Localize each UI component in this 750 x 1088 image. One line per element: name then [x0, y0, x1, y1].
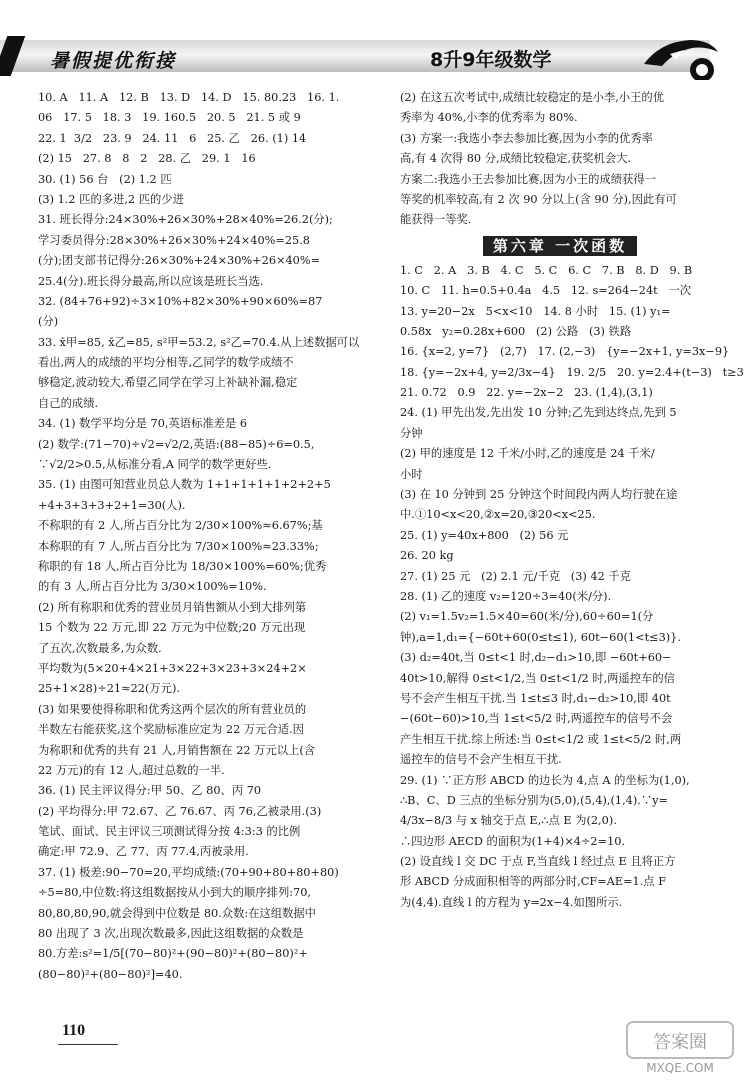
chapter-title: 第六章 一次函数: [483, 236, 637, 256]
answer-line: ∵√2/2>0.5,从标准分看,A 同学的数学更好些.: [38, 458, 272, 472]
answer-line: 06 17. 5 18. 3 19. 160.5 20. 5 21. 5 或 9: [38, 111, 301, 125]
answer-line: 15 个数为 22 万元,即 22 万元为中位数;20 万元出现: [38, 621, 306, 635]
answer-line: 产生相互干扰.综上所述:当 0≤t<1/2 或 1≤t<5/2 时,两: [400, 732, 682, 746]
answer-line: 35. (1) 由图可知营业员总人数为 1+1+1+1+1+2+2+5: [38, 478, 331, 492]
answer-line: ∴B、C、D 三点的坐标分别为(5,0),(5,4),(1,4).∵y=: [400, 793, 669, 807]
answer-line: 半数左右能获奖,这个奖励标准应定为 22 万元合适.因: [38, 723, 304, 737]
answer-line: 学习委员得分:28×30%+26×30%+24×40%=25.8: [38, 233, 310, 247]
answer-line: 方案二:我选小王去参加比赛,因为小王的成绩获得一: [400, 172, 656, 186]
answer-line: 秀率为 40%,小李的优秀率为 80%.: [400, 111, 578, 125]
answer-line: 27. (1) 25 元 (2) 2.1 元/千克 (3) 42 千克: [400, 569, 631, 583]
answer-line: 小时: [400, 467, 423, 481]
left-column: [38, 88, 383, 985]
answer-line: 钟),a=1,d₁={−60t+60(0≤t≤1), 60t−60(1<t≤3)}.: [400, 630, 681, 644]
answer-line: (80−80)²+(80−80)²]=40.: [38, 967, 183, 981]
series-title: 暑假提优衔接: [50, 50, 177, 72]
right-lines-after: [400, 261, 744, 914]
answer-line: 4/3x−8/3 与 x 轴交于点 E,∴点 E 为(2,0).: [400, 814, 617, 828]
answer-line: 看出,两人的成绩的平均分相等,乙同学的数学成绩不: [38, 356, 294, 370]
answer-line: 能获得一等奖.: [400, 213, 472, 227]
answer-line: 形 ABCD 分成面积相等的两部分时,CF=AE=1.点 F: [400, 875, 667, 889]
chapter-heading: [400, 233, 720, 259]
answer-line: 10. A 11. A 12. B 13. D 14. D 15. 80.23 16. 1.: [38, 91, 340, 104]
answer-line: (3) 如果要使得称职和优秀这两个层次的所有营业员的: [38, 702, 307, 716]
answer-line: (分);团支部书记得分:26×30%+24×30%+26×40%=: [38, 254, 321, 268]
answer-line: (2) v₁=1.5v₂=1.5×40=60(米/分),60÷60=1(分: [400, 610, 654, 624]
answer-line: ÷5=80,中位数:将这组数据按从小到大的顺序排列:70,: [38, 886, 312, 900]
answer-line: 1. C 2. A 3. B 4. C 5. C 6. C 7. B 8. D 9. B: [400, 263, 693, 277]
answer-line: 的有 3 人,所占百分比为 3/30×100%=10%.: [38, 580, 267, 594]
answer-line: (3) d₂=40t,当 0≤t<1 时,d₂−d₁>10,即 −60t+60−: [400, 651, 672, 665]
grade-subject-title: 8升9年级数学: [430, 49, 552, 71]
right-lines-before: [400, 88, 720, 231]
answer-line: (2) 设直线 l 交 DC 于点 F,当直线 l 经过点 E 且将正方: [400, 855, 676, 869]
answer-line: 25+1×28)÷21≈22(万元).: [38, 682, 180, 696]
answer-line: 22 万元)的有 12 人,超过总数的一半.: [38, 763, 225, 777]
answer-line: 0.58x y₂=0.28x+600 (2) 公路 (3) 铁路: [400, 324, 632, 338]
answer-line: (2) 平均得分:甲 72.67、乙 76.67、丙 76,乙被录用.(3): [38, 804, 322, 818]
answer-line: 80.方差:s²=1/5[(70−80)²+(90−80)²+(80−80)²+: [38, 947, 308, 961]
answer-line: 24. (1) 甲先出发,先出发 10 分钟;乙先到达终点,先到 5: [400, 406, 677, 420]
right-column: [400, 88, 744, 913]
answer-line: 了五次,次数最多,为众数.: [38, 641, 162, 655]
answer-line: 37. (1) 极差:90−70=20,平均成绩:(70+90+80+80+80): [38, 865, 339, 879]
answer-line: 31. 班长得分:24×30%+26×30%+28×40%=26.2(分);: [38, 213, 333, 227]
answer-line: 26. 20 kg: [400, 549, 454, 563]
answer-line: 遥控车的信号不会产生相互干扰.: [400, 753, 562, 767]
answer-line: +4+3+3+3+2+1=30(人).: [38, 498, 186, 512]
answer-line: 为(4,4).直线 l 的方程为 y=2x−4.如图所示.: [400, 895, 623, 909]
answer-line: (2) 甲的速度是 12 千米/小时,乙的速度是 24 千米/: [400, 447, 655, 461]
answer-line: 确定:甲 72.9、乙 77、丙 77.4,丙被录用.: [38, 845, 249, 859]
page-header: [0, 0, 750, 82]
answer-line: 13. y=20−2x 5<x<10 14. 8 小时 15. (1) y₁=: [400, 304, 671, 318]
page-number: 110: [62, 1022, 86, 1039]
answer-line: 30. (1) 56 台 (2) 1.2 匹: [38, 172, 172, 186]
answer-line: 笔试、面试、民主评议三项测试得分按 4:3:3 的比例: [38, 825, 301, 839]
answer-line: 80 出现了 3 次,出现次数最多,因此这组数据的众数是: [38, 927, 304, 941]
answer-line: (分): [38, 315, 59, 329]
answer-line: 分钟: [400, 426, 423, 440]
answer-line: 29. (1) ∵正方形 ABCD 的边长为 4,点 A 的坐标为(1,0),: [400, 773, 690, 787]
watermark-line1: 答案圈: [653, 1032, 707, 1053]
answer-line: 32. (84+76+92)÷3×10%+82×30%+90×60%=87: [38, 294, 323, 308]
answer-line: 高,有 4 次得 80 分,成绩比较稳定,获奖机会大.: [400, 152, 632, 166]
answer-line: (3) 在 10 分钟到 25 分钟这个时间段内两人均行驶在途: [400, 488, 678, 502]
answer-line: −(60t−60)>10,当 1≤t<5/2 时,两遥控车的信号不会: [400, 712, 673, 726]
answer-line: (2) 数学:(71−70)÷√2=√2/2,英语:(88−85)÷6=0.5,: [38, 437, 315, 451]
answer-line: (3) 方案一:我选小李去参加比赛,因为小李的优秀率: [400, 131, 653, 145]
answer-line: 不称职的有 2 人,所占百分比为 2/30×100%≈6.67%;基: [38, 519, 323, 533]
answer-line: 称职的有 18 人,所占百分比为 18/30×100%=60%;优秀: [38, 559, 327, 573]
answer-line: 平均数为(5×20+4×21+3×22+3×23+3×24+2×: [38, 661, 307, 675]
answer-line: 80,80,80,90,就会得到中位数是 80.众数:在这组数据中: [38, 906, 316, 920]
answer-line: (2) 15 27. 8 8 2 28. 乙 29. 1 16: [38, 152, 256, 166]
answer-line: (2) 在这五次考试中,成绩比较稳定的是小李,小王的优: [400, 91, 665, 104]
watermark-line2: MXQE.COM: [646, 1061, 714, 1075]
answer-line: 33. x̄甲=85, x̄乙=85, s²甲=53.2, s²乙=70.4.从上述数据可以: [38, 335, 360, 349]
answer-line: ∴四边形 AECD 的面积为(1+4)×4÷2=10.: [400, 834, 626, 848]
answer-line: 34. (1) 数学平均分是 70,英语标准差是 6: [38, 417, 248, 431]
answer-line: (3) 1.2 匹的多进,2 匹的少进: [38, 192, 184, 206]
answer-line: 中.①10<x<20,②x=20,③20<x<25.: [400, 508, 596, 522]
answer-line: 28. (1) 乙的速度 v₂=120÷3=40(米/分).: [400, 589, 612, 603]
answer-line: 25. (1) y=40x+800 (2) 56 元: [400, 528, 569, 542]
answer-line: 10. C 11. h=0.5+0.4a 4.5 12. s=264−24t 一次: [400, 284, 692, 298]
watermark-logo: [625, 1018, 735, 1078]
answer-line: 40t>10,解得 0≤t<1/2,当 0≤t<1/2 时,两遥控车的信: [400, 671, 675, 685]
answer-line: 自己的成绩.: [38, 396, 99, 410]
answer-line: (2) 所有称职和优秀的营业员月销售额从小到大排列第: [38, 600, 307, 614]
answer-line: 21. 0.72 0.9 22. y=−2x−2 23. (1,4),(3,1): [400, 386, 653, 400]
bird-logo-icon: [640, 34, 720, 80]
answer-line: 够稳定,波动较大,希望乙同学在学习上补缺补漏,稳定: [38, 376, 298, 390]
answer-line: 等奖的机率较高,有 2 次 90 分以上(含 90 分),因此有可: [400, 192, 677, 206]
answer-line: 为称职和优秀的共有 21 人,月销售额在 22 万元以上(含: [38, 743, 316, 757]
answer-line: 36. (1) 民主评议得分:甲 50、乙 80、丙 70: [38, 784, 262, 798]
answer-line: 25.4(分).班长得分最高,所以应该是班长当选.: [38, 274, 264, 288]
page-number-rule: [58, 1044, 118, 1045]
answer-line: 16. {x=2, y=7} (2,7) 17. (2,−3) {y=−2x+1, y=3x−9}: [400, 345, 730, 359]
answer-line: 22. 1 3/2 23. 9 24. 11 6 25. 乙 26. (1) 14: [38, 131, 307, 145]
answer-line: 本称职的有 7 人,所占百分比为 7/30×100%≈23.33%;: [38, 539, 319, 553]
answer-line: 号不会产生相互干扰.当 1≤t≤3 时,d₁−d₂>10,即 40t: [400, 691, 671, 705]
answer-line: 18. {y=−2x+4, y=2/3x−4} 19. 2/5 20. y=2.4+(t−3) t≥3: [400, 365, 744, 379]
